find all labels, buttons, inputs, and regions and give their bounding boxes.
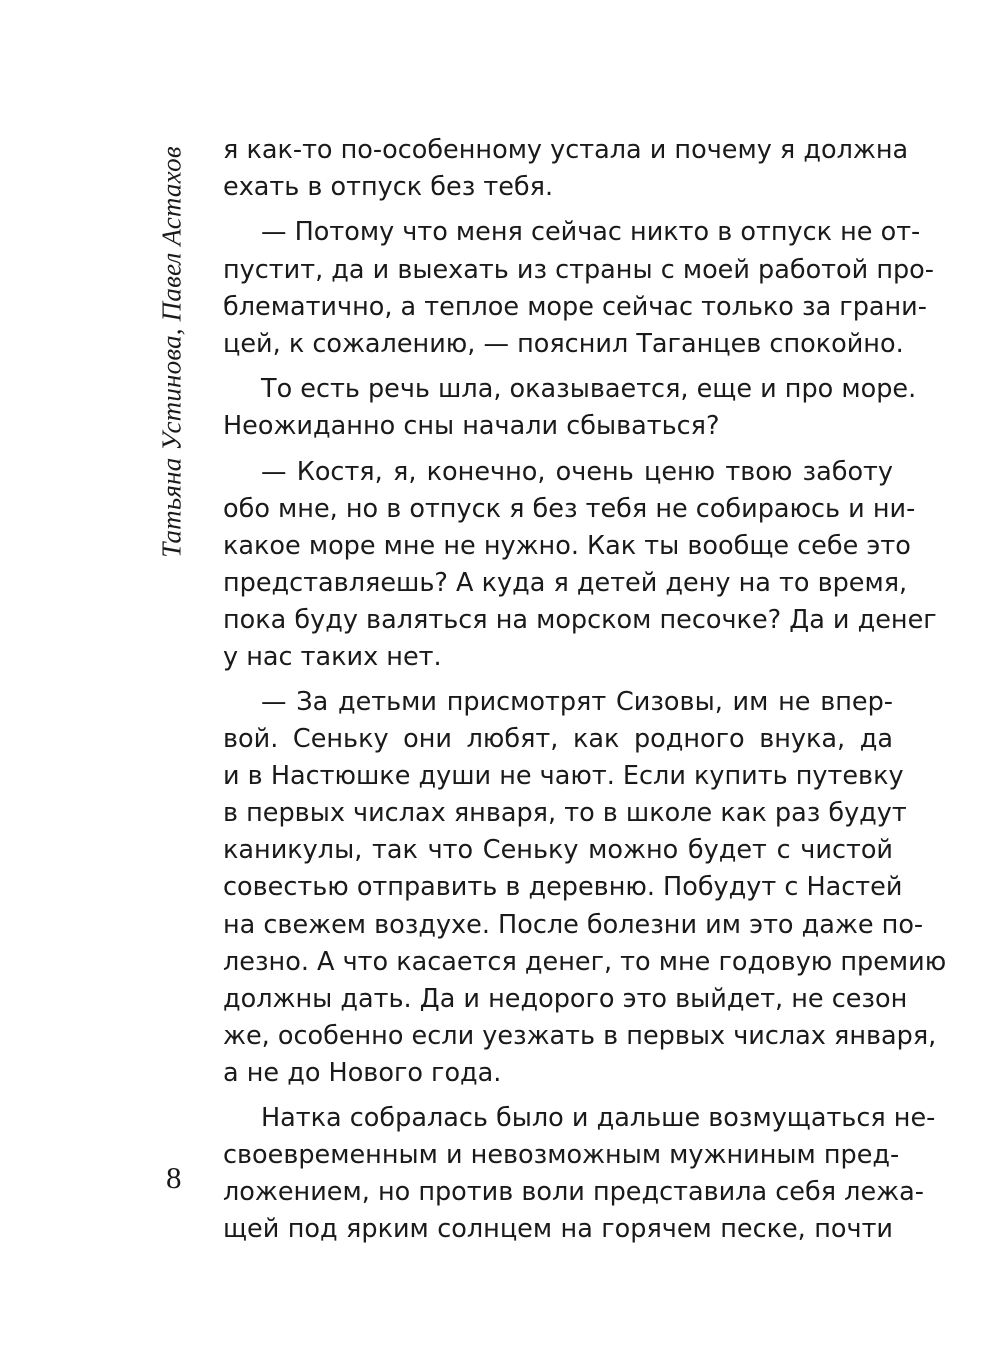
page-number: 8 [166, 1160, 182, 1195]
text-line: Натка собралась было и дальше возмущаться не- [261, 1103, 936, 1134]
text-line: пустит, да и выехать из страны с моей работой про- [223, 254, 934, 285]
body-text [223, 132, 947, 1248]
text-line: на свежем воздухе. После болезни им это даже по- [223, 909, 924, 940]
text-line: — За детьми присмотрят Сизовы, им не впер- [261, 687, 893, 718]
text-line: пока буду валяться на морском песочке? Да и денег [223, 604, 937, 635]
text-line: цей, к сожалению, — пояснил Таганцев спокойно. [223, 328, 904, 359]
text-line: совестью отправить в деревню. Побудут с Настей [223, 872, 903, 903]
text-line: лезно. А что касается денег, то мне годовую премию [223, 946, 947, 977]
text-line: представляешь? А куда я детей дену на то время, [223, 567, 908, 598]
text-line: — Потому что меня сейчас никто в отпуск не от- [261, 217, 921, 248]
text-line: вой. Сеньку они любят, как родного внука, да [223, 724, 893, 755]
text-line: какое море мне не нужно. Как ты вообще себе это [223, 530, 911, 561]
running-head-text: Татьяна Устинова, Павел Астахов [156, 146, 187, 558]
text-line: блематично, а теплое море сейчас только за грани- [223, 291, 927, 322]
text-line: То есть речь шла, оказывается, еще и про море. [261, 374, 917, 405]
text-line: Неожиданно сны начали сбываться? [223, 411, 720, 442]
text-line: ложением, но против воли представила себя лежа- [223, 1177, 924, 1208]
text-line: ехать в отпуск без тебя. [223, 172, 554, 203]
running-head [157, 136, 187, 568]
text-line: же, особенно если уезжать в первых числах января, [223, 1020, 937, 1051]
text-line: а не до Нового года. [223, 1057, 502, 1088]
text-line: своевременным и невозможным мужниным пред- [223, 1140, 900, 1171]
text-line: обо мне, но в отпуск я без тебя не собираюсь и ни- [223, 493, 916, 524]
text-line: щей под ярким солнцем на горячем песке, почти [223, 1214, 893, 1245]
text-line: — Костя, я, конечно, очень ценю твою заботу [261, 456, 893, 487]
text-line: в первых числах января, то в школе как раз будут [223, 798, 907, 829]
text-line: я как-то по-особенному устала и почему я должна [223, 135, 909, 165]
text-line: у нас таких нет. [223, 641, 442, 672]
text-line: и в Настюшке души не чают. Если купить путевку [223, 761, 904, 792]
text-line: должны дать. Да и недорого это выйдет, не сезон [223, 983, 908, 1014]
text-line: каникулы, так что Сеньку можно будет с чистой [223, 835, 893, 866]
